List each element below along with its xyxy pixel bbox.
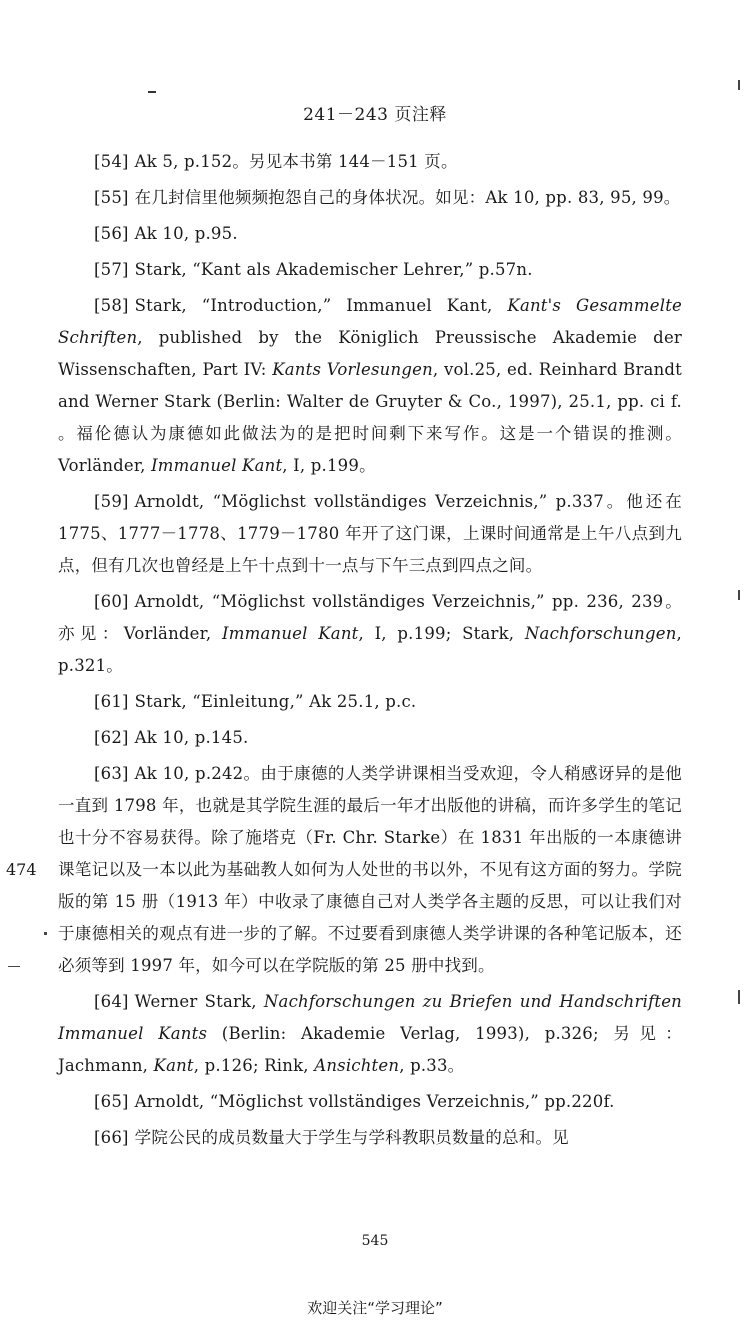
endnote-number: [62] bbox=[94, 728, 129, 747]
scan-speck bbox=[8, 966, 20, 967]
endnote-text: 在几封信里他频频抱怨自己的身体状况。如见：Ak 10, pp. 83, 95, 99。 bbox=[134, 188, 681, 207]
endnote bbox=[58, 254, 682, 286]
endnote-number: [61] bbox=[94, 692, 129, 711]
endnote-text: Stark, “Einleitung,” Ak 25.1, p.c. bbox=[134, 692, 417, 711]
running-header: 241－243 页注释 bbox=[303, 105, 447, 125]
endnote bbox=[58, 986, 682, 1082]
endnote bbox=[58, 218, 682, 250]
scan-speck bbox=[738, 80, 740, 90]
scan-speck bbox=[738, 590, 740, 600]
endnote-text: Ak 5, p.152。另见本书第 144－151 页。 bbox=[134, 152, 458, 171]
endnote bbox=[58, 686, 682, 718]
endnote-text: Ak 10, p.95. bbox=[134, 224, 238, 243]
endnote-text: Werner Stark, bbox=[134, 992, 264, 1011]
endnote-text: Arnoldt, “Möglichst vollständiges Verzeichnis,” p.337。他还在 1775、1777－1778、1779－1780 年开了这门课，上课时间通常是上午八点到九点，但有几次也曾经是上午十点到十一点与下午三点到四点之间。 bbox=[58, 492, 682, 575]
endnote-title-italic: Immanuel Kant bbox=[151, 456, 283, 475]
footer-watermark-text: 欢迎关注“学习理论” bbox=[307, 1299, 443, 1317]
endnote-number: [65] bbox=[94, 1092, 129, 1111]
page-number: 545 bbox=[361, 1233, 389, 1249]
endnote bbox=[58, 486, 682, 582]
endnote-text: , p.33。 bbox=[399, 1056, 465, 1075]
endnote bbox=[58, 758, 682, 982]
endnote bbox=[58, 146, 682, 178]
endnote-title-italic: Ansichten bbox=[314, 1056, 400, 1075]
endnote-number: [54] bbox=[94, 152, 129, 171]
endnote-text: , p.126; Rink, bbox=[193, 1056, 315, 1075]
endnote bbox=[58, 722, 682, 754]
endnote-text: , published by the Königlich Preussische Akademie der Wissenschaften, Part IV: bbox=[58, 328, 682, 379]
endnote bbox=[58, 1086, 682, 1118]
endnote-number: [66] bbox=[94, 1128, 129, 1147]
endnote-text: , I, p.199; Stark, bbox=[358, 624, 525, 643]
scan-speck bbox=[738, 990, 740, 1004]
endnote-text: Arnoldt, “Möglichst vollständiges Verzeichnis,” pp.220f. bbox=[134, 1092, 615, 1111]
endnote-text: Arnoldt, “Möglichst vollständiges Verzeichnis,” pp. 236, 239。亦见：Vorländer, bbox=[58, 592, 682, 643]
endnote-number: [55] bbox=[94, 188, 129, 207]
endnote-number: [63] bbox=[94, 764, 129, 783]
endnote bbox=[58, 586, 682, 682]
endnote-text: Ak 10, p.242。由于康德的人类学讲课相当受欢迎，令人稍感讶异的是他一直到 1798 年，也就是其学院生涯的最后一年才出版他的讲稿，而许多学生的笔记也十分不容易获得。除了施塔克（Fr. Chr. Starke）在 1831 年出版的一本康德讲课笔记以及一本以此为基础教人如何为人处世的书以外，不见有这方面的努力。学院版的第 15 册（1913 年）中收录了康德自己对人类学各主题的反思，可以让我们对于康德相关的观点有进一步的了解。不过要看到康德人类学讲课的各种笔记版本，还必须等到 1997 年，如今可以在学院版的第 25 册中找到。 bbox=[58, 764, 682, 975]
endnote-title-italic: Nachforschungen zu Briefen und Handschriften Immanuel Kants bbox=[58, 992, 682, 1043]
endnote-text: 学院公民的成员数量大于学生与学科教职员数量的总和。见 bbox=[134, 1128, 569, 1147]
endnote bbox=[58, 182, 682, 214]
scan-speck bbox=[44, 932, 47, 935]
endnote-number: [59] bbox=[94, 492, 129, 511]
endnote-number: [64] bbox=[94, 992, 129, 1011]
endnote-title-italic: Immanuel Kant bbox=[222, 624, 359, 643]
endnote-number: [57] bbox=[94, 260, 129, 279]
endnote-number: [60] bbox=[94, 592, 129, 611]
endnote-text: , I, p.199。 bbox=[282, 456, 376, 475]
margin-page-number: 474 bbox=[6, 860, 37, 879]
endnote-text: (Berlin: Akademie Verlag, 1993), p.326; 另见：Jachmann, bbox=[58, 1024, 682, 1075]
endnote-number: [58] bbox=[94, 296, 129, 315]
endnote-text: Stark, “Introduction,” Immanuel Kant, bbox=[134, 296, 508, 315]
endnote bbox=[58, 1122, 682, 1154]
endnote-text: , vol.25, ed. Reinhard Brandt and Werner Stark (Berlin: Walter de Gruyter & Co., 1997), 25.1, pp. ci f. 。福伦德认为康德如此做法为的是把时间剩下来写作。这是一个错误的推测。Vorländer, bbox=[58, 360, 682, 475]
endnotes-list bbox=[58, 146, 682, 1158]
stray-mark bbox=[148, 91, 156, 93]
endnote-title-italic: Nachforschungen bbox=[524, 624, 677, 643]
endnote-title-italic: Kant bbox=[153, 1056, 194, 1075]
endnote-title-italic: Kants Vorlesungen bbox=[272, 360, 433, 379]
endnote-title-italic: Kant's Gesammelte Schriften bbox=[58, 296, 682, 347]
endnote-text: , p.321。 bbox=[58, 624, 682, 675]
endnote-text: Ak 10, p.145. bbox=[134, 728, 249, 747]
endnote bbox=[58, 290, 682, 482]
endnote-number: [56] bbox=[94, 224, 129, 243]
endnote-text: Stark, “Kant als Akademischer Lehrer,” p.57n. bbox=[134, 260, 533, 279]
